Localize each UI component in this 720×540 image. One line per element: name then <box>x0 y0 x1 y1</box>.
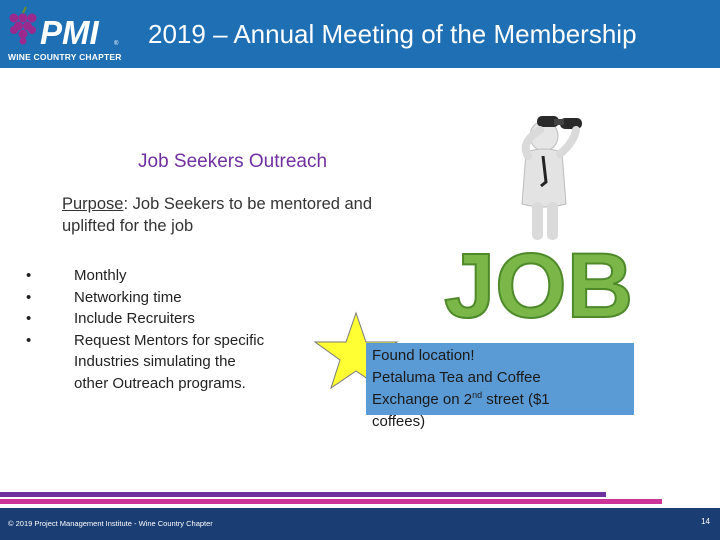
callout-line: Exchange on 2nd street ($1 <box>372 390 550 408</box>
footer-accent-purple <box>0 492 606 497</box>
header-bar <box>0 0 720 68</box>
callout-line: Found location! <box>372 347 475 364</box>
footer-accent-pink <box>0 499 662 504</box>
bullet-icon: • <box>26 331 32 349</box>
callout-line: Petaluma Tea and Coffee <box>372 369 541 386</box>
page-number: 14 <box>701 517 710 526</box>
bullet-text: Networking time <box>74 288 182 306</box>
bullet-text: Request Mentors for specific Industries simulating the other Outreach programs. <box>74 331 265 392</box>
svg-text:®: ® <box>114 41 119 47</box>
purpose-statement <box>62 193 392 237</box>
list-item <box>26 308 266 330</box>
callout-text <box>372 345 632 433</box>
bullet-list <box>26 265 266 394</box>
bullet-text: Include Recruiters <box>74 310 195 327</box>
section-subtitle: Job Seekers Outreach <box>138 151 328 172</box>
footer-copyright: © 2019 Project Management Institute - Wine Country Chapter <box>8 519 213 528</box>
list-item <box>26 287 266 309</box>
bullet-icon: • <box>26 310 32 327</box>
purpose-text: : Job Seekers to be mentored and uplifted for the job <box>62 195 373 235</box>
grape-cluster-icon <box>10 7 37 45</box>
chapter-name: WINE COUNTRY CHAPTER <box>8 52 122 62</box>
callout-line: coffees) <box>372 413 426 430</box>
svg-text:PMI: PMI <box>40 14 99 51</box>
job-binoculars-illustration <box>416 112 638 344</box>
purpose-label: Purpose <box>62 195 124 213</box>
bullet-text: Monthly <box>74 267 127 284</box>
bullet-icon: • <box>26 267 32 284</box>
figure-with-binoculars-icon <box>522 116 582 240</box>
list-item <box>26 330 266 395</box>
bullet-icon: • <box>26 288 32 306</box>
list-item <box>26 265 266 287</box>
slide-title: 2019 – Annual Meeting of the Membership <box>148 19 637 49</box>
job-word: JOB <box>444 235 634 337</box>
